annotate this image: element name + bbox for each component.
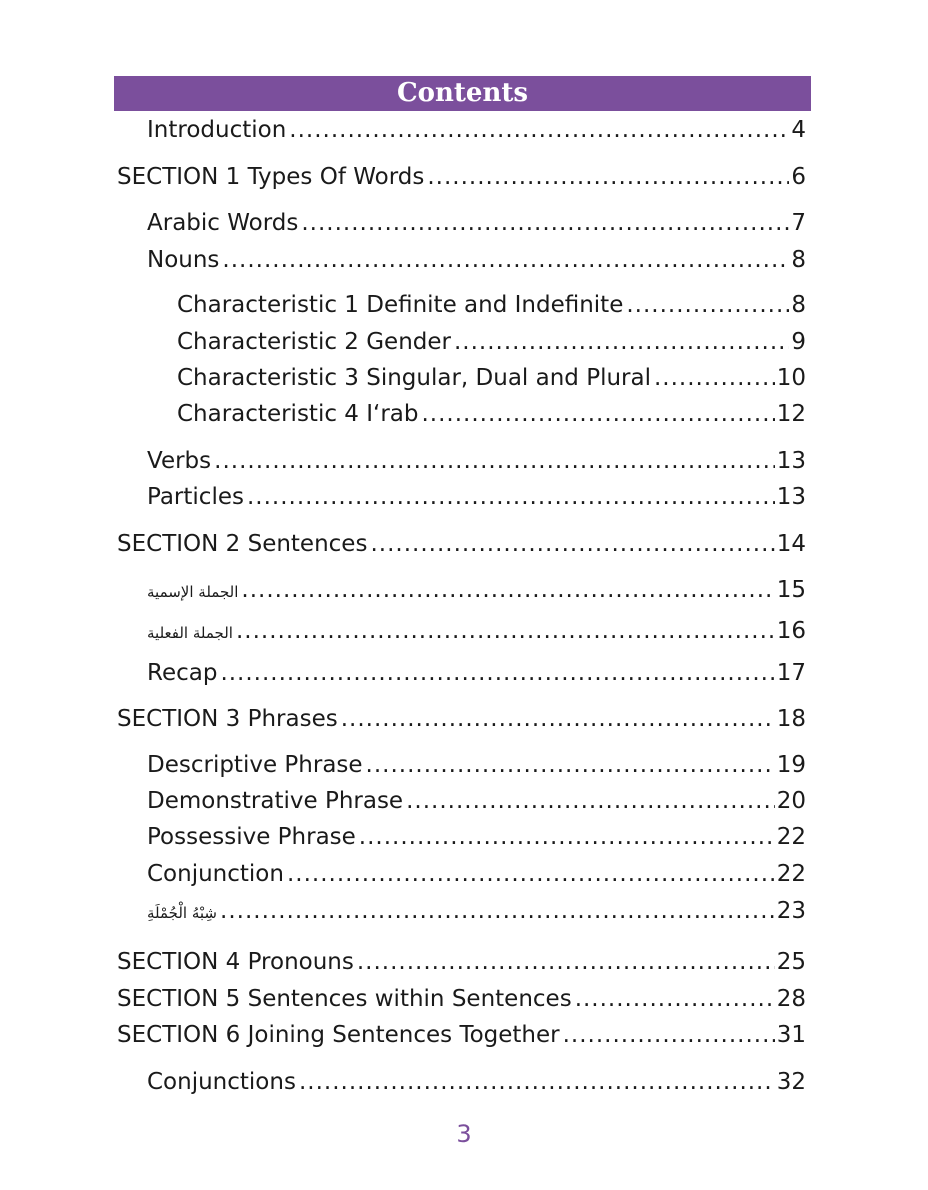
- dot-leader: [575, 984, 775, 1014]
- toc-entry-page: 13: [776, 484, 806, 510]
- toc-entry-conjunction[interactable]: [147, 859, 806, 889]
- toc-entry-label: Introduction: [147, 117, 287, 143]
- dot-leader: [359, 822, 775, 852]
- toc-entry-page: 31: [776, 1022, 806, 1048]
- toc-entry-page: 32: [776, 1069, 806, 1095]
- dot-leader: [301, 208, 789, 238]
- dot-leader: [357, 947, 775, 977]
- toc-entry-recap[interactable]: [147, 658, 806, 688]
- toc-entry-label: Particles: [147, 484, 244, 510]
- toc-entry-page: 12: [776, 401, 806, 427]
- dot-leader: [247, 482, 775, 512]
- toc-entry-page: 8: [791, 292, 806, 318]
- dot-leader: [236, 616, 775, 646]
- dot-leader: [427, 162, 789, 192]
- toc-entry-introduction[interactable]: [147, 115, 806, 145]
- toc-entry-label: Characteristic 1 Definite and Indefinite: [177, 292, 624, 318]
- toc-entry-section-4[interactable]: [117, 947, 806, 977]
- toc-entry-demonstrative-phrase[interactable]: [147, 786, 806, 816]
- toc-entry-page: 17: [776, 660, 806, 686]
- toc-entry-section-6[interactable]: [117, 1020, 806, 1050]
- toc-entry-section-1[interactable]: [117, 162, 806, 192]
- toc-entry-characteristic-1[interactable]: [177, 290, 806, 320]
- dot-leader: [341, 704, 775, 734]
- dot-leader: [241, 575, 774, 605]
- toc-entry-page: 20: [776, 788, 806, 814]
- toc-entry-section-3[interactable]: [117, 704, 806, 734]
- toc-entry-characteristic-3[interactable]: [177, 363, 806, 393]
- dot-leader: [289, 115, 789, 145]
- toc-entry-page: 6: [791, 164, 806, 190]
- toc-entry-page: 15: [776, 577, 806, 603]
- toc-entry-label: Characteristic 4 I‘rab: [177, 401, 419, 427]
- toc-entry-label: Demonstrative Phrase: [147, 788, 404, 814]
- dot-leader: [421, 399, 774, 429]
- toc-entry-page: 28: [776, 986, 806, 1012]
- dot-leader: [214, 446, 775, 476]
- toc-entry-page: 8: [791, 247, 806, 273]
- toc-entry-arabic-words[interactable]: [147, 208, 806, 238]
- toc-entry-label: Characteristic 3 Singular, Dual and Plural: [177, 365, 651, 391]
- toc-entry-characteristic-4[interactable]: [177, 399, 806, 429]
- toc-entry-label: الجملة الفعلية: [147, 624, 233, 642]
- page-number: 3: [456, 1120, 472, 1148]
- dot-leader: [299, 1067, 775, 1097]
- dot-leader: [222, 245, 789, 275]
- toc-entry-page: 18: [776, 706, 806, 732]
- toc-entry-characteristic-2[interactable]: [177, 327, 806, 357]
- dot-leader: [654, 363, 775, 393]
- dot-leader: [366, 750, 775, 780]
- toc-entry-page: 10: [776, 365, 806, 391]
- toc-entry-label: SECTION 2 Sentences: [117, 531, 368, 557]
- toc-entry-page: 4: [791, 117, 806, 143]
- dot-leader: [563, 1020, 775, 1050]
- toc-entry-page: 9: [791, 329, 806, 355]
- toc-entry-descriptive-phrase[interactable]: [147, 750, 806, 780]
- toc-entry-label: الجملة الإسمية: [147, 583, 239, 601]
- toc-entry-page: 22: [776, 824, 806, 850]
- toc-entry-page: 23: [776, 898, 806, 924]
- toc-entry-label: Conjunction: [147, 861, 284, 887]
- toc-entry-possessive-phrase[interactable]: [147, 822, 806, 852]
- toc-entry-particles[interactable]: [147, 482, 806, 512]
- dot-leader: [454, 327, 789, 357]
- dot-leader: [220, 896, 775, 926]
- toc-entry-conjunctions[interactable]: [147, 1067, 806, 1097]
- toc-entry-label: Characteristic 2 Gender: [177, 329, 451, 355]
- toc-entry-label: Nouns: [147, 247, 220, 273]
- toc-entry-quasi-sentence[interactable]: [147, 896, 806, 928]
- toc-entry-label: SECTION 4 Pronouns: [117, 949, 354, 975]
- dot-leader: [220, 658, 774, 688]
- dot-leader: [287, 859, 775, 889]
- toc-entry-page: 25: [776, 949, 806, 975]
- dot-leader: [406, 786, 775, 816]
- contents-title: Contents: [396, 78, 529, 108]
- toc-entry-section-5[interactable]: [117, 984, 806, 1014]
- toc-entry-label: SECTION 3 Phrases: [117, 706, 338, 732]
- toc-entry-page: 16: [776, 618, 806, 644]
- toc-entry-nominal-sentence[interactable]: [147, 575, 806, 607]
- dot-leader: [626, 290, 789, 320]
- toc-entry-page: 7: [791, 210, 806, 236]
- toc-entry-label: Possessive Phrase: [147, 824, 356, 850]
- toc-entry-nouns[interactable]: [147, 245, 806, 275]
- toc-entry-page: 14: [776, 531, 806, 557]
- toc-entry-label: Descriptive Phrase: [147, 752, 363, 778]
- toc-entry-label: Arabic Words: [147, 210, 299, 236]
- toc-entry-page: 19: [776, 752, 806, 778]
- toc-entry-page: 13: [776, 448, 806, 474]
- toc-entry-label: SECTION 1 Types Of Words: [117, 164, 425, 190]
- toc-entry-label: SECTION 6 Joining Sentences Together: [117, 1022, 560, 1048]
- dot-leader: [370, 529, 774, 559]
- toc-entry-verbal-sentence[interactable]: [147, 616, 806, 648]
- toc-entry-label: SECTION 5 Sentences within Sentences: [117, 986, 572, 1012]
- toc-entry-label: Recap: [147, 660, 218, 686]
- toc-entry-verbs[interactable]: [147, 446, 806, 476]
- toc-entry-label: شِبْهُ الْجُمْلَةِ: [147, 904, 218, 922]
- toc-entry-label: Conjunctions: [147, 1069, 296, 1095]
- toc-entry-page: 22: [776, 861, 806, 887]
- toc-entry-label: Verbs: [147, 448, 212, 474]
- toc-entry-section-2[interactable]: [117, 529, 806, 559]
